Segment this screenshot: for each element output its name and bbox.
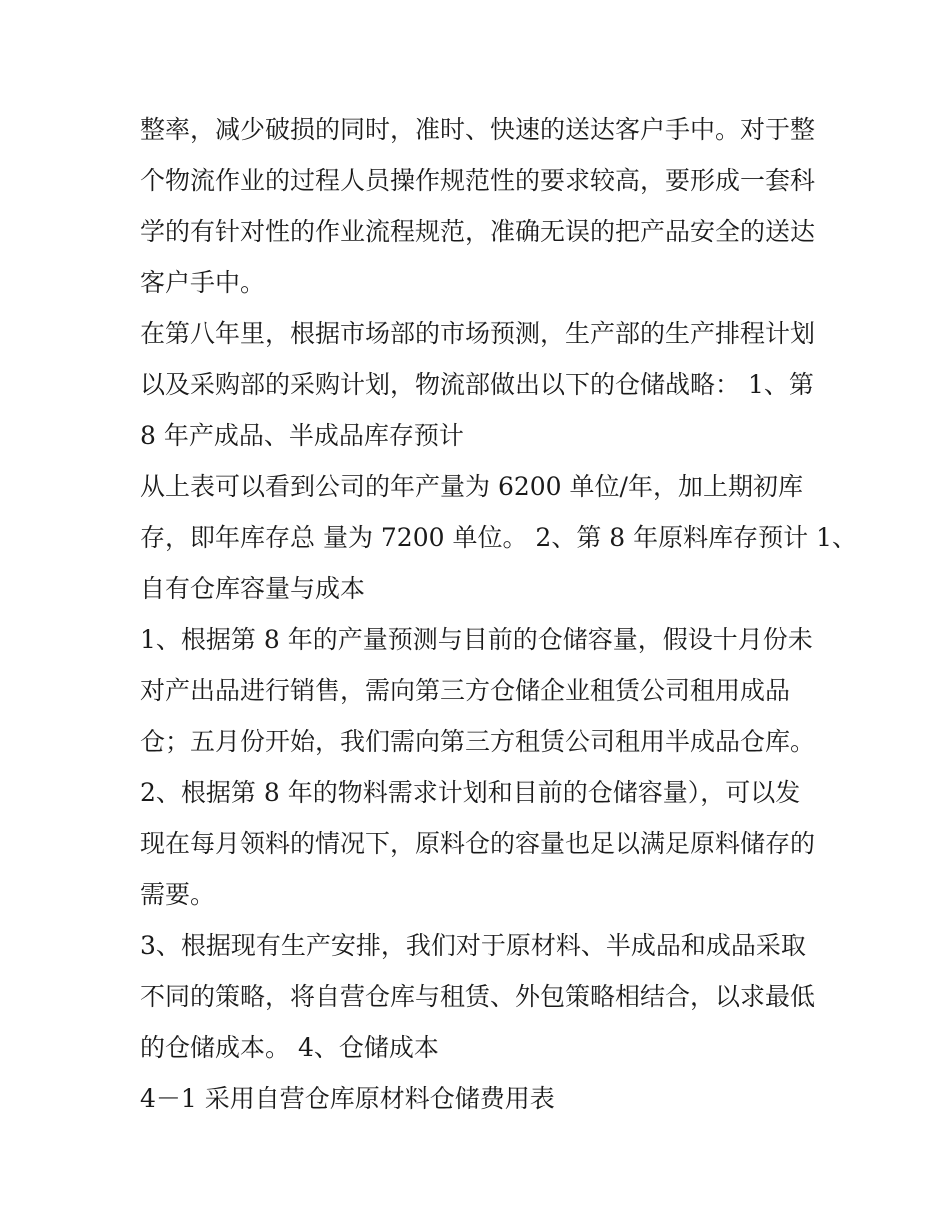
paragraph-year-eight-strategy <box>140 308 820 461</box>
text-line: 现在每月领料的情况下，原料仓的容量也足以满足原料储存的 <box>140 829 816 858</box>
text-line: 客户手中。 <box>140 268 266 297</box>
text-line: 不同的策略，将自营仓库与租赁、外包策略相结合，以求最低 <box>140 982 816 1011</box>
text-line: 整率，减少破损的同时，准时、快速的送达客户手中。对于整 <box>140 115 816 144</box>
document-body <box>140 104 857 1124</box>
table-caption <box>140 1073 820 1124</box>
text-line: 2、根据第 8 年的物料需求计划和目前的仓储容量），可以发 <box>140 778 801 807</box>
text-line: 的仓储成本。 4、仓储成本 <box>140 1033 439 1062</box>
text-line: 4－1 采用自营仓库原材料仓储费用表 <box>140 1084 555 1113</box>
text-line: 1、根据第 8 年的产量预测与目前的仓储容量，假设十月份未 <box>140 625 813 654</box>
text-line: 3、根据现有生产安排，我们对于原材料、半成品和成品采取 <box>140 931 806 960</box>
text-line: 存，即年库存总 量为 7200 单位。 2、第 8 年原料库存预计 1、 <box>140 523 857 552</box>
paragraph-point-two <box>140 767 820 920</box>
text-line: 自有仓库容量与成本 <box>140 574 366 603</box>
text-line: 仓；五月份开始，我们需向第三方租赁公司租用半成品仓库。 <box>140 727 816 756</box>
paragraph-point-three <box>140 920 820 1073</box>
text-line: 对产出品进行销售，需向第三方仓储企业租赁公司租用成品 <box>140 676 791 705</box>
text-line: 个物流作业的过程人员操作规范性的要求较高，要形成一套科 <box>140 166 816 195</box>
text-line: 在第八年里，根据市场部的市场预测，生产部的生产排程计划 <box>140 319 816 348</box>
paragraph-logistics-requirements <box>140 104 820 308</box>
paragraph-point-one <box>140 614 820 767</box>
text-line: 从上表可以看到公司的年产量为 6200 单位/年，加上期初库 <box>140 472 803 501</box>
text-line: 需要。 <box>140 880 216 909</box>
text-line: 8 年产成品、半成品库存预计 <box>140 421 464 450</box>
text-line: 以及采购部的采购计划，物流部做出以下的仓储战略： 1、第 <box>140 370 814 399</box>
text-line: 学的有针对性的作业流程规范，准确无误的把产品安全的送达 <box>140 217 816 246</box>
paragraph-annual-output <box>140 461 857 614</box>
